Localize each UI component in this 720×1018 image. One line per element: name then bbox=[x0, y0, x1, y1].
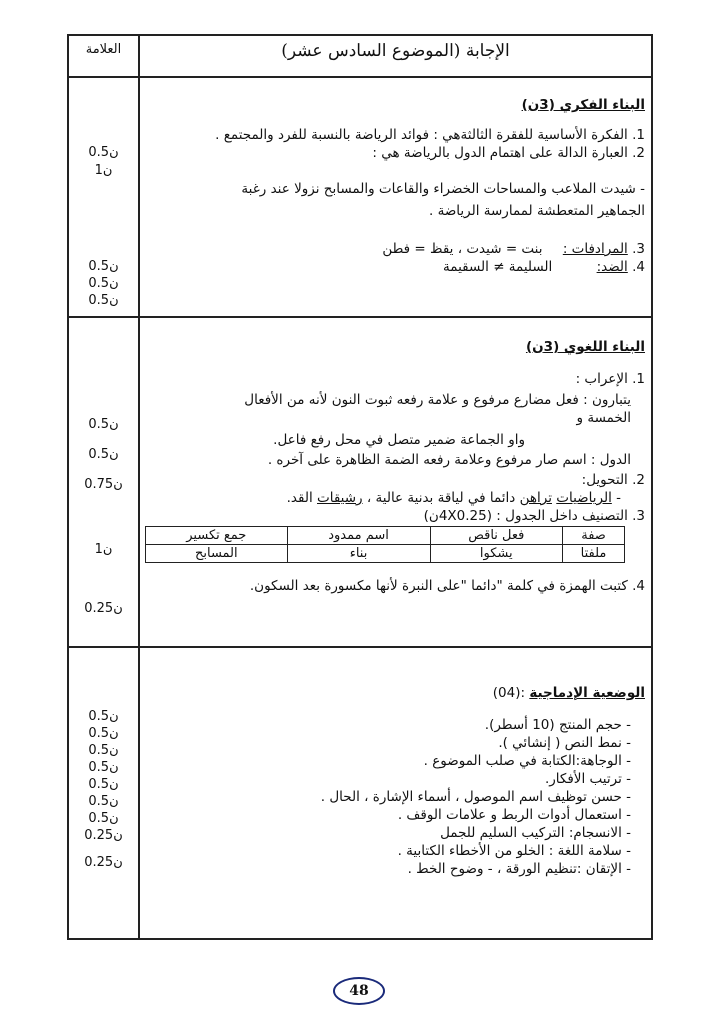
parsing-line: واو الجماعة ضمير متصل في محل رفع فاعل. bbox=[273, 432, 525, 448]
table-cell: يشكوا bbox=[430, 545, 563, 563]
marks-list bbox=[69, 708, 138, 871]
question-1: 1. الإعراب : bbox=[575, 371, 645, 387]
section-title: البناء الفكري (3ن) bbox=[521, 97, 645, 113]
section-linguistic bbox=[140, 338, 645, 595]
transform-line: - الرياضيات تراهن دائما في لياقة بدنية عالية ، رشيقات القد. bbox=[286, 490, 621, 506]
answer-sheet bbox=[67, 34, 653, 940]
table-header: صفة bbox=[563, 527, 625, 545]
table-header: اسم ممدود bbox=[287, 527, 430, 545]
quote-line: الجماهير المتعطشة لممارسة الرياضة . bbox=[429, 203, 645, 219]
mark: 0.5ن bbox=[88, 293, 119, 308]
mark: 0.5ن bbox=[88, 777, 119, 792]
page-number: 48 bbox=[333, 977, 385, 1005]
synonyms-text: بنت = شيدت ، يقظ = فطن bbox=[382, 241, 543, 257]
mark: 0.5ن bbox=[88, 447, 119, 462]
row-divider bbox=[69, 316, 651, 318]
mark: 0.25ن bbox=[84, 855, 123, 870]
criteria-item: - حسن توظيف اسم الموصول ، أسماء الإشارة ، الحال . bbox=[320, 789, 631, 805]
antonym-label: الضد: bbox=[596, 259, 628, 275]
mark: 0.25ن bbox=[84, 601, 123, 616]
mark: 0.5ن bbox=[88, 726, 119, 741]
table-header: فعل ناقص bbox=[430, 527, 563, 545]
question-4: 4. الضد: السليمة ≠ السقيمة bbox=[443, 259, 645, 275]
parsing-line: الدول : اسم صار مرفوع وعلامة رفعه الضمة الظاهرة على آخره . bbox=[267, 452, 631, 468]
mark: 0.25ن bbox=[84, 828, 123, 843]
section-title: الوضعية الإدماجية :(04) bbox=[492, 685, 645, 701]
question-3: 3. المرادفات : بنت = شيدت ، يقظ = فطن bbox=[382, 241, 645, 257]
table-cell: ملفتا bbox=[563, 545, 625, 563]
mark: 0.5ن bbox=[88, 811, 119, 826]
score-column-header: العلامة bbox=[85, 42, 122, 57]
criteria-item: - الوجاهة:الكتابة في صلب الموضوع . bbox=[423, 753, 631, 769]
row-divider bbox=[69, 646, 651, 648]
mark: 0.75ن bbox=[84, 477, 123, 492]
criteria-item: - نمط النص ( إنشائي ). bbox=[498, 735, 631, 751]
criteria-item: - حجم المنتج (10 أسطر). bbox=[484, 717, 631, 733]
table-cell: المسابح bbox=[146, 545, 288, 563]
classification-table bbox=[145, 526, 625, 563]
question-3: 3. التصنيف داخل الجدول : (4X0.25ن) bbox=[423, 508, 645, 524]
mark: 0.5ن bbox=[88, 760, 119, 775]
criteria-item: - ترتيب الأفكار. bbox=[544, 771, 631, 787]
criteria-item: - الإتقان :تنظيم الورقة ، - وضوح الخط . bbox=[407, 861, 631, 877]
mark: 0.5ن bbox=[88, 276, 119, 291]
mark: 0.5ن bbox=[88, 794, 119, 809]
row-divider bbox=[69, 76, 651, 78]
criteria-item: - الانسجام: التركيب السليم للجمل bbox=[440, 825, 631, 841]
section-integration bbox=[140, 684, 645, 878]
mark: 0.5ن bbox=[88, 145, 119, 160]
parsing-line: الخمسة و bbox=[576, 410, 631, 426]
parsing-line: يتبارون : فعل مضارع مرفوع و علامة رفعه ثبوت النون لأنه من الأفعال bbox=[244, 392, 631, 408]
page-title: الإجابة (الموضوع السادس عشر) bbox=[281, 41, 510, 61]
mark: 0.5ن bbox=[88, 709, 119, 724]
criteria-item: - سلامة اللغة : الخلو من الأخطاء الكتابية . bbox=[397, 843, 631, 859]
table-header: جمع تكسير bbox=[146, 527, 288, 545]
table-cell: بناء bbox=[287, 545, 430, 563]
criteria-list bbox=[140, 716, 645, 878]
question-1: 1. الفكرة الأساسية للفقرة الثالثةهي : فوائد الرياضة بالنسبة للفرد والمجتمع . bbox=[215, 127, 645, 143]
criteria-item: - استعمال أدوات الربط و علامات الوقف . bbox=[397, 807, 631, 823]
question-4: 4. كتبت الهمزة في كلمة "دائما "على النبرة لأنها مكسورة بعد السكون. bbox=[249, 578, 645, 594]
mark: 0.5ن bbox=[88, 259, 119, 274]
quote-line: - شيدت الملاعب والمساحات الخضراء والقاعات والمسابح نزولا عند رغبة bbox=[241, 181, 645, 197]
mark: 0.5ن bbox=[88, 743, 119, 758]
section-title: البناء اللغوي (3ن) bbox=[525, 339, 645, 355]
question-2: 2. العبارة الدالة على اهتمام الدول بالرياضة هي : bbox=[372, 145, 645, 161]
mark: 1ن bbox=[94, 542, 113, 557]
mark: 1ن bbox=[94, 163, 113, 178]
synonyms-label: المرادفات : bbox=[562, 241, 628, 257]
section-intellectual bbox=[140, 96, 645, 276]
antonym-text: السليمة ≠ السقيمة bbox=[443, 259, 553, 275]
mark: 0.5ن bbox=[88, 417, 119, 432]
question-2: 2. التحويل: bbox=[581, 472, 645, 488]
